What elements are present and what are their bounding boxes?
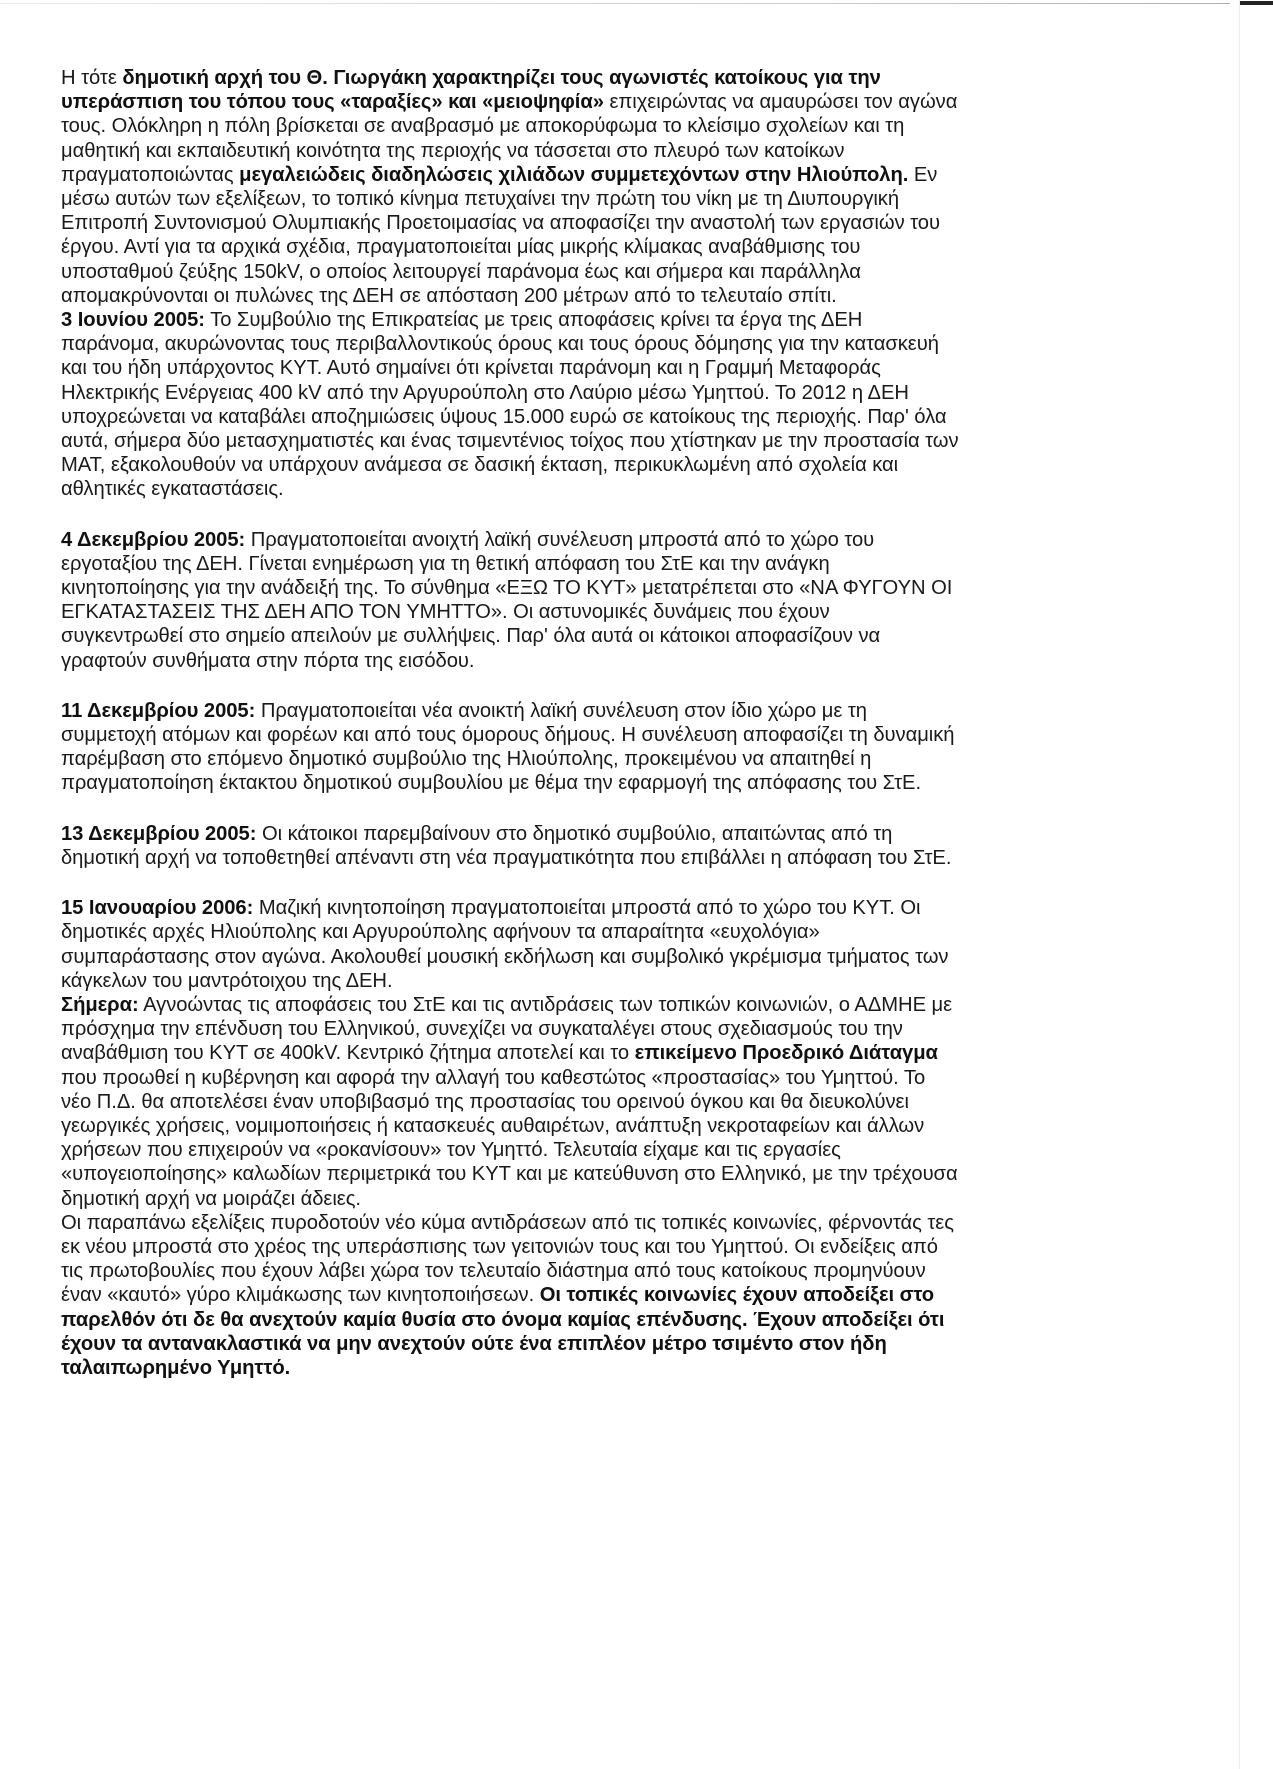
text-run: τις πρωτοβουλίες που έχουν λάβει χώρα τον τελευταίο διάστημα από τους κατοίκους προμηνύουν: [61, 1260, 926, 1283]
text-run: συμπαράστασης στον αγώνα. Ακολουθεί μουσική εκδήλωση και συμβολικό γκρέμισμα τμήματος των: [61, 945, 949, 968]
text-line: [61, 846, 1141, 870]
bold-text-run: επικείμενο Προεδρικό Διάταγμα: [634, 1042, 938, 1065]
text-run: μαθητική και εκπαιδευτική κοινότητα της περιοχής να τάσσεται στο πλευρό των κατοίκων: [61, 139, 845, 162]
paragraph: [61, 822, 1141, 870]
text-run: Το Συμβούλιο της Επικρατείας με τρεις αποφάσεις κρίνει τα έργα της ΔΕΗ: [204, 309, 863, 332]
paragraph: [61, 1211, 1141, 1380]
bold-text-run: 4 Δεκεμβρίου 2005:: [61, 528, 246, 551]
text-line: [61, 1114, 1141, 1138]
text-line: [61, 1187, 1141, 1211]
text-line: [61, 723, 1141, 747]
text-run: Μαζική κινητοποίηση πραγματοποιείται μπροστά από το χώρο του ΚΥΤ. Οι: [253, 897, 921, 920]
bold-text-run: παρελθόν ότι δε θα ανεχτούν καμία θυσία στο όνομα καμίας επένδυσης. Έχουν αποδείξει ότι: [61, 1308, 945, 1331]
text-line: [61, 945, 1141, 969]
text-run: γεωργικές χρήσεις, νομιμοποιήσεις ή κατασκευές αυθαιρέτων, ανάπτυξη νεκροταφείων και άλλων: [61, 1114, 925, 1137]
text-line: [61, 1066, 1141, 1090]
text-run: απομακρύνονται οι πυλώνες της ΔΕΗ σε απόσταση 200 μέτρων από το τελευταίο σπίτι.: [61, 284, 837, 307]
paragraph-spacer: [61, 796, 1141, 822]
text-line: [61, 600, 1141, 624]
text-run: «υπογειοποίησης» καλωδίων περιμετρικά του ΚΥΤ και με κατεύθυνση στο Ελληνικό, με την τρέχουσα: [61, 1163, 958, 1186]
text-run: Πραγματοποιείται νέα ανοικτή λαϊκή συνέλευση στον ίδιο χώρο με τη: [255, 699, 867, 722]
text-run: εκ νέου μπροστά στο χρέος της υπεράσπισης των γειτονιών τους και του Υμηττού. Οι ενδείξεις από: [61, 1235, 938, 1258]
scan-artifact-right-edge: [1239, 0, 1240, 1769]
text-line: [61, 66, 1141, 90]
text-line: [61, 114, 1141, 138]
text-run: και του ήδη υπάρχοντος ΚΥΤ. Αυτό σημαίνει ότι κρίνεται παράνομη και η Γραμμή Μεταφοράς: [61, 357, 881, 380]
text-line: [61, 284, 1141, 308]
text-run: αναβάθμιση του ΚΥΤ σε 400kV. Κεντρικό ζήτημα αποτελεί και το: [61, 1042, 635, 1065]
bold-text-run: 15 Ιανουαρίου 2006:: [61, 897, 254, 920]
text-run: επιχειρώντας να αμαυρώσει τον αγώνα: [603, 91, 958, 114]
paragraph: [61, 896, 1141, 993]
text-line: [61, 969, 1141, 993]
text-line: [61, 1138, 1141, 1162]
text-run: πραγματοποίηση έκτακτου δημοτικού συμβουλίου με θέμα την εφαρμογή της απόφασης του ΣτΕ.: [61, 772, 922, 795]
text-line: [61, 1162, 1141, 1186]
text-run: εργοταξίου της ΔΕΗ. Γίνεται ενημέρωση για τη θετική απόφαση του ΣτΕ και την ανάγκη: [61, 552, 830, 575]
text-run: έργου. Αντί για τα αρχικά σχέδια, πραγματοποιείται μίας μικρής κλίμακας αναβάθμισης του: [61, 236, 861, 259]
text-line: [61, 528, 1141, 552]
text-run: τους. Ολόκληρη η πόλη βρίσκεται σε αναβρασμό με αποκορύφωμα το κλείσιμο σχολείων και τη: [61, 115, 905, 138]
text-line: [61, 381, 1141, 405]
text-line: [61, 1211, 1141, 1235]
bold-text-run: υπεράσπιση του τόπου τους «ταραξίες» και «μειοψηφία»: [61, 91, 604, 114]
text-line: [61, 1041, 1141, 1065]
text-run: που προωθεί η κυβέρνηση και αφορά την αλλαγή του καθεστώτος «προστασίας» του Υμηττού. Το: [61, 1066, 926, 1089]
text-line: [61, 576, 1141, 600]
text-run: συγκεντρωθεί στο σημείο απειλούν με συλλήψεις. Παρ' όλα αυτά οι κάτοικοι αποφασίζουν να: [61, 625, 881, 648]
bold-text-run: Οι τοπικές κοινωνίες έχουν αποδείξει στο: [539, 1284, 935, 1307]
text-line: [61, 993, 1141, 1017]
text-run: δημοτικές αρχές Ηλιούπολης και Αργυρούπολης αφήνουν τα απαραίτητα «ευχολόγια»: [61, 921, 820, 944]
text-line: [61, 699, 1141, 723]
text-line: [61, 405, 1141, 429]
text-line: [61, 1235, 1141, 1259]
paragraph-spacer: [61, 502, 1141, 528]
text-line: [61, 552, 1141, 576]
text-run: υποχρεώνεται να καταβάλει αποζημιώσεις ύψους 15.000 ευρώ σε κατοίκους της περιοχής. Παρ' όλα: [61, 405, 947, 428]
text-line: [61, 822, 1141, 846]
text-line: [61, 139, 1141, 163]
text-line: [61, 1356, 1141, 1380]
text-run: μέσω αυτών των εξελίξεων, το τοπικό κίνημα πετυχαίνει την πρώτη του νίκη με τη Διυπουργική: [61, 188, 900, 211]
text-run: συμμετοχή ατόμων και φορέων και από τους όμορους δήμους. Η συνέλευση αποφασίζει τη δυναμική: [61, 724, 955, 747]
text-run: ΕΓΚΑΤΑΣΤΑΣΕΙΣ ΤΗΣ ΔΕΗ ΑΠΟ ΤΟΝ ΥΜΗΤΤΟ». Οι αστυνομικές δυνάμεις που έχουν: [61, 601, 830, 624]
bold-text-run: δημοτική αρχή του Θ. Γιωργάκη χαρακτηρίζει τους αγωνιστές κατοίκους για την: [122, 67, 881, 89]
text-run: κάγκελων του μαντρότοιχου της ΔΕΗ.: [61, 969, 393, 992]
text-line: [61, 429, 1141, 453]
text-line: [61, 896, 1141, 920]
text-line: [61, 649, 1141, 673]
bold-text-run: ταλαιπωρημένο Υμηττό.: [61, 1356, 291, 1379]
paragraph: [61, 66, 1141, 308]
text-line: [61, 453, 1141, 477]
text-run: δημοτική αρχή να μοιράζει άδειες.: [61, 1187, 361, 1210]
text-line: [61, 1283, 1141, 1307]
text-run: Ηλεκτρικής Ενέργειας 400 kV από την Αργυρούπολη στο Λαύριο μέσω Υμηττού. Το 2012 η ΔΕΗ: [61, 381, 909, 404]
text-run: γραφτούν συνθήματα στην πόρτα της εισόδου.: [61, 649, 475, 672]
bold-text-run: μεγαλειώδεις διαδηλώσεις χιλιάδων συμμετεχόντων στην Ηλιούπολη.: [239, 163, 909, 186]
text-run: παράνομα, ακυρώνοντας τους περιβαλλοντικούς όρους και τους όρους δόμησης για την κατασκευή: [61, 333, 939, 356]
scan-artifact-corner-mark: [1240, 1, 1273, 5]
text-line: [61, 477, 1141, 501]
text-run: Πραγματοποιείται ανοιχτή λαϊκή συνέλευση μπροστά από το χώρο του: [245, 528, 875, 551]
text-run: παρέμβαση στο επόμενο δημοτικό συμβούλιο της Ηλιούπολης, προκειμένου να απαιτηθεί η: [61, 748, 872, 771]
text-run: κινητοποίησης για την ανάδειξή της. Το σύνθημα «ΕΞΩ ΤΟ ΚΥΤ» μετατρέπεται στο «ΝΑ ΦΥΓΟΥΝ ΟΙ: [61, 577, 953, 600]
bold-text-run: 13 Δεκεμβρίου 2005:: [61, 822, 257, 845]
text-run: νέο Π.Δ. θα αποτελέσει έναν υποβιβασμό της προστασίας του ορεινού όγκου και θα διευκολύνει: [61, 1090, 909, 1113]
text-line: [61, 235, 1141, 259]
text-line: [61, 1259, 1141, 1283]
text-line: [61, 1017, 1141, 1041]
text-run: Αγνοώντας τις αποφάσεις του ΣτΕ και τις αντιδράσεις των τοπικών κοινωνιών, ο ΑΔΜΗΕ με: [138, 993, 953, 1016]
paragraph: [61, 528, 1141, 673]
text-line: [61, 90, 1141, 114]
text-run: Επιτροπή Συντονισμού Ολυμπιακής Προετοιμασίας να αποφασίζει την αναστολή των εργασιών του: [61, 212, 940, 235]
text-run: πραγματοποιώντας: [61, 163, 240, 186]
bold-text-run: έχουν τα αντανακλαστικά να μην ανεχτούν ούτε ένα επιπλέον μέτρο τσιμέντο στον ήδη: [61, 1332, 887, 1355]
text-run: έναν «καυτό» γύρο κλιμάκωσης των κινητοποιήσεων.: [61, 1284, 540, 1307]
text-line: [61, 920, 1141, 944]
text-line: [61, 1090, 1141, 1114]
bold-text-run: 3 Ιουνίου 2005:: [61, 309, 205, 332]
text-run: Εν: [908, 163, 938, 186]
text-run: ΜΑΤ, εξακολουθούν να υπάρχουν ανάμεσα σε δασική έκταση, περικυκλωμένη από σχολεία και: [61, 454, 899, 477]
text-run: Οι παραπάνω εξελίξεις πυροδοτούν νέο κύμα αντιδράσεων από τις τοπικές κοινωνίες, φέρνοντάς τες: [61, 1211, 954, 1234]
bold-text-run: 11 Δεκεμβρίου 2005:: [61, 699, 256, 722]
text-line: [61, 356, 1141, 380]
paragraph-spacer: [61, 673, 1141, 699]
text-run: δημοτική αρχή να τοποθετηθεί απέναντι στη νέα πραγματικότητα που επιβάλλει η απόφαση του ΣτΕ.: [61, 846, 952, 869]
text-run: αθλητικές εγκαταστάσεις.: [61, 478, 284, 501]
text-run: χρήσεων που επιχειρούν να «ροκανίσουν» τον Υμηττό. Τελευταία είχαμε και τις εργασίες: [61, 1139, 841, 1162]
text-line: [61, 211, 1141, 235]
text-line: [61, 771, 1141, 795]
text-line: [61, 624, 1141, 648]
text-run: πρόσχημα την επένδυση του Ελληνικού, συνεχίζει να συγκαταλέγει στους σχεδιασμούς του την: [61, 1018, 903, 1041]
scan-artifact-top-line: [0, 3, 1230, 4]
paragraph: [61, 993, 1141, 1211]
text-line: [61, 1332, 1141, 1356]
text-line: [61, 308, 1141, 332]
paragraph-spacer: [61, 870, 1141, 896]
text-run: υποσταθμού ζεύξης 150kV, ο οποίος λειτουργεί παράνομα έως και σήμερα και παράλληλα: [61, 260, 861, 283]
bold-text-run: Σήμερα:: [61, 993, 139, 1016]
text-run: αυτά, σήμερα δύο μετασχηματιστές και ένας τσιμεντένιος τοίχος που χτίστηκαν με την προστασία των: [61, 430, 959, 453]
text-line: [61, 332, 1141, 356]
text-line: [61, 260, 1141, 284]
text-run: Οι κάτοικοι παρεμβαίνουν στο δημοτικό συμβούλιο, απαιτώντας από τη: [256, 822, 893, 845]
paragraph: [61, 699, 1141, 796]
paragraph: [61, 308, 1141, 502]
document-page: [61, 66, 1141, 1380]
text-line: [61, 747, 1141, 771]
text-line: [61, 1308, 1141, 1332]
text-line: [61, 187, 1141, 211]
text-line: [61, 163, 1141, 187]
text-run: Η τότε: [61, 67, 123, 89]
